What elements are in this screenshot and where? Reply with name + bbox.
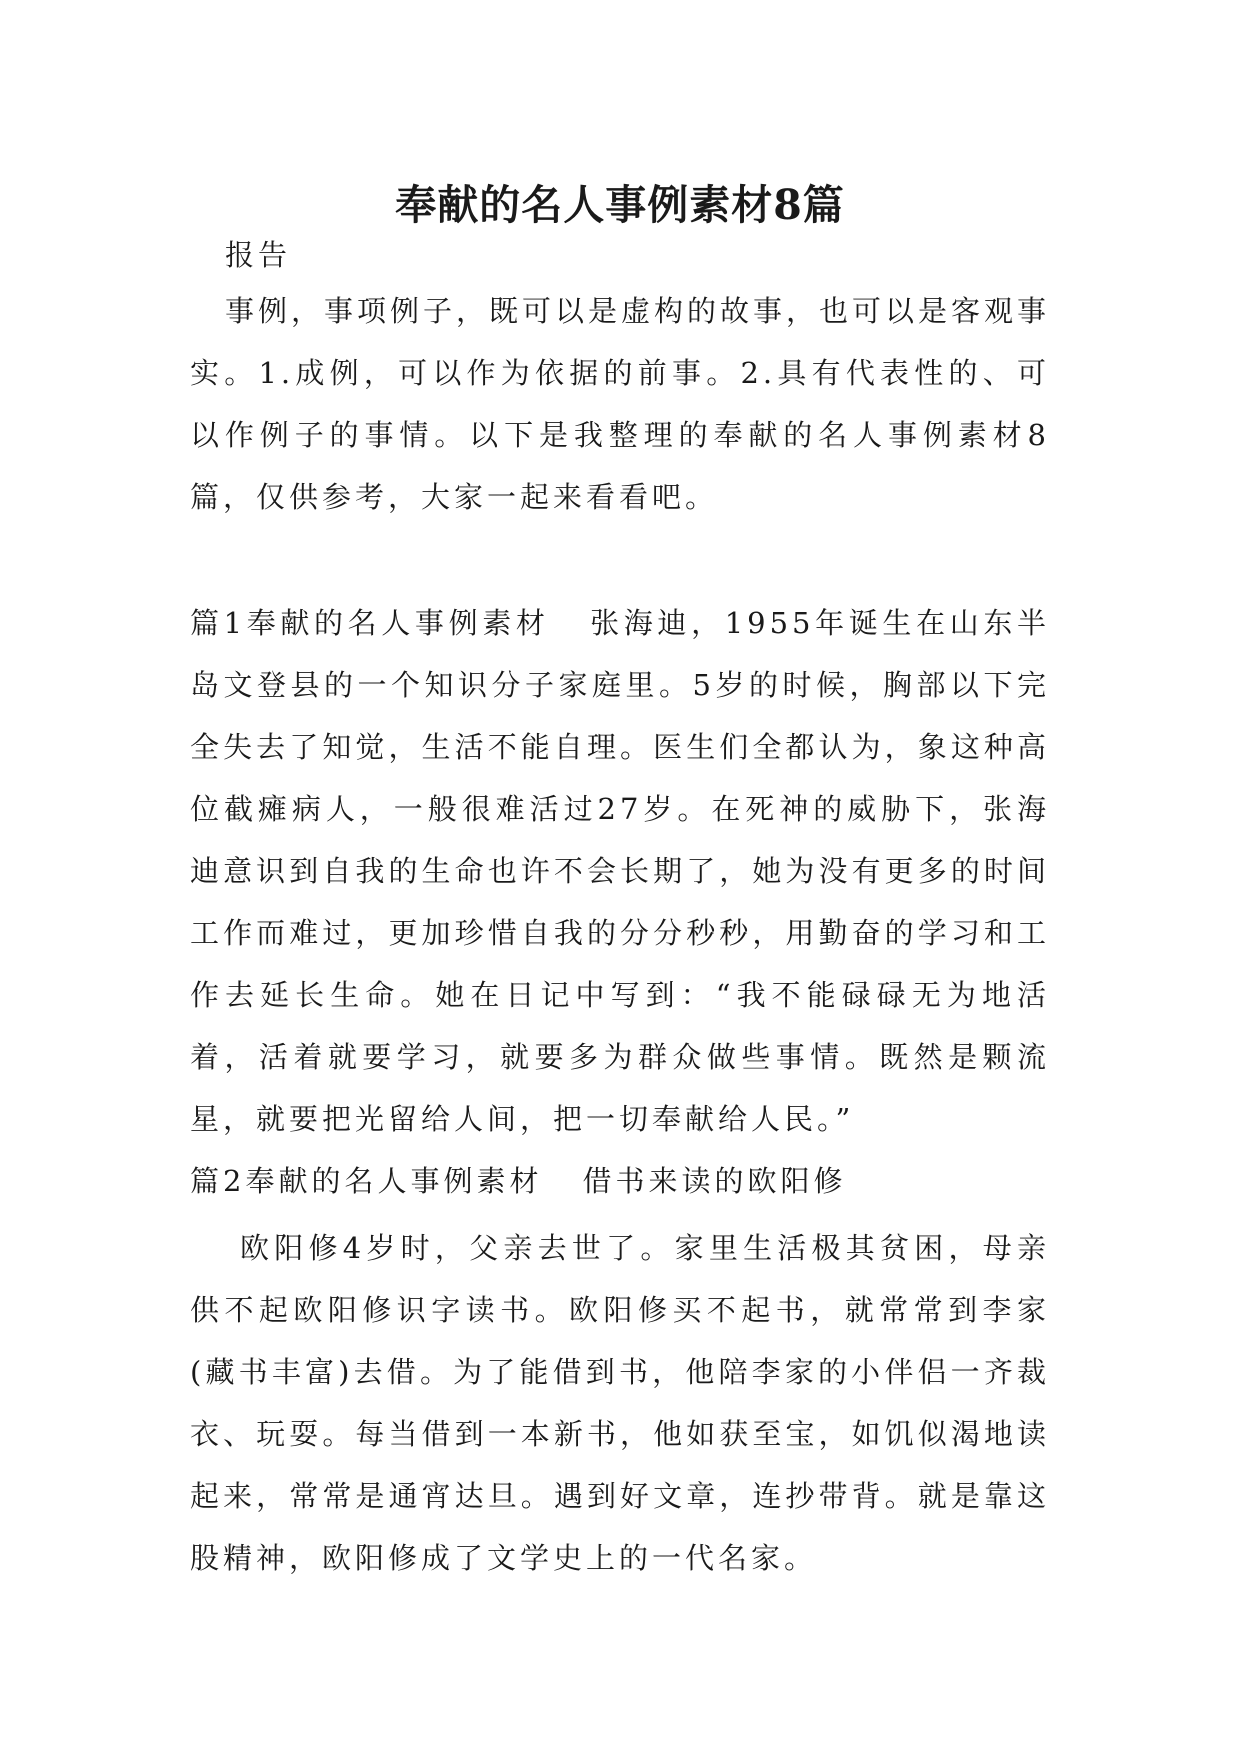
section-1-heading: 篇1奉献的名人事例素材	[190, 606, 550, 640]
section-1-text: 张海迪，1955年诞生在山东半岛文登县的一个知识分子家庭里。5岁的时候，胸部以下完全失去了知觉，生活不能自理。医生们全都认为，象这种高位截瘫病人，一般很难活过27岁。在死神的威胁下，张海迪意识到自我的生命也许不会长期了，她为没有更多的时间工作而难过，更加珍惜自我的分分秒秒，用勤奋的学习和工作去延长生命。她在日记中写到：“我不能碌碌无为地活着，活着就要学习，就要多为群众做些事情。既然是颗流星，就要把光留给人间，把一切奉献给人民。”	[190, 606, 1050, 1136]
document-label: 报告	[225, 238, 292, 272]
document-title: 奉献的名人事例素材8篇	[395, 181, 845, 230]
section-2-heading: 篇2奉献的名人事例素材	[190, 1164, 543, 1198]
section-1-paragraph	[190, 592, 1050, 1150]
section-2-subtitle: 借书来读的欧阳修	[582, 1164, 847, 1198]
section-2-heading-line	[190, 1150, 1050, 1212]
intro-paragraph: 事例，事项例子，既可以是虚构的故事，也可以是客观事实。1.成例，可以作为依据的前事。2.具有代表性的、可以作例子的事情。以下是我整理的奉献的名人事例素材8篇，仅供参考，大家一起来看看吧。	[190, 294, 1051, 514]
section-2-paragraph: 欧阳修4岁时，父亲去世了。家里生活极其贫困，母亲供不起欧阳修识字读书。欧阳修买不起书，就常常到李家(藏书丰富)去借。为了能借到书，他陪李家的小伴侣一齐裁衣、玩耍。每当借到一本新书，他如获至宝，如饥似渴地读起来，常常是通宵达旦。遇到好文章，连抄带背。就是靠这股精神，欧阳修成了文学史上的一代名家。	[190, 1231, 1050, 1575]
